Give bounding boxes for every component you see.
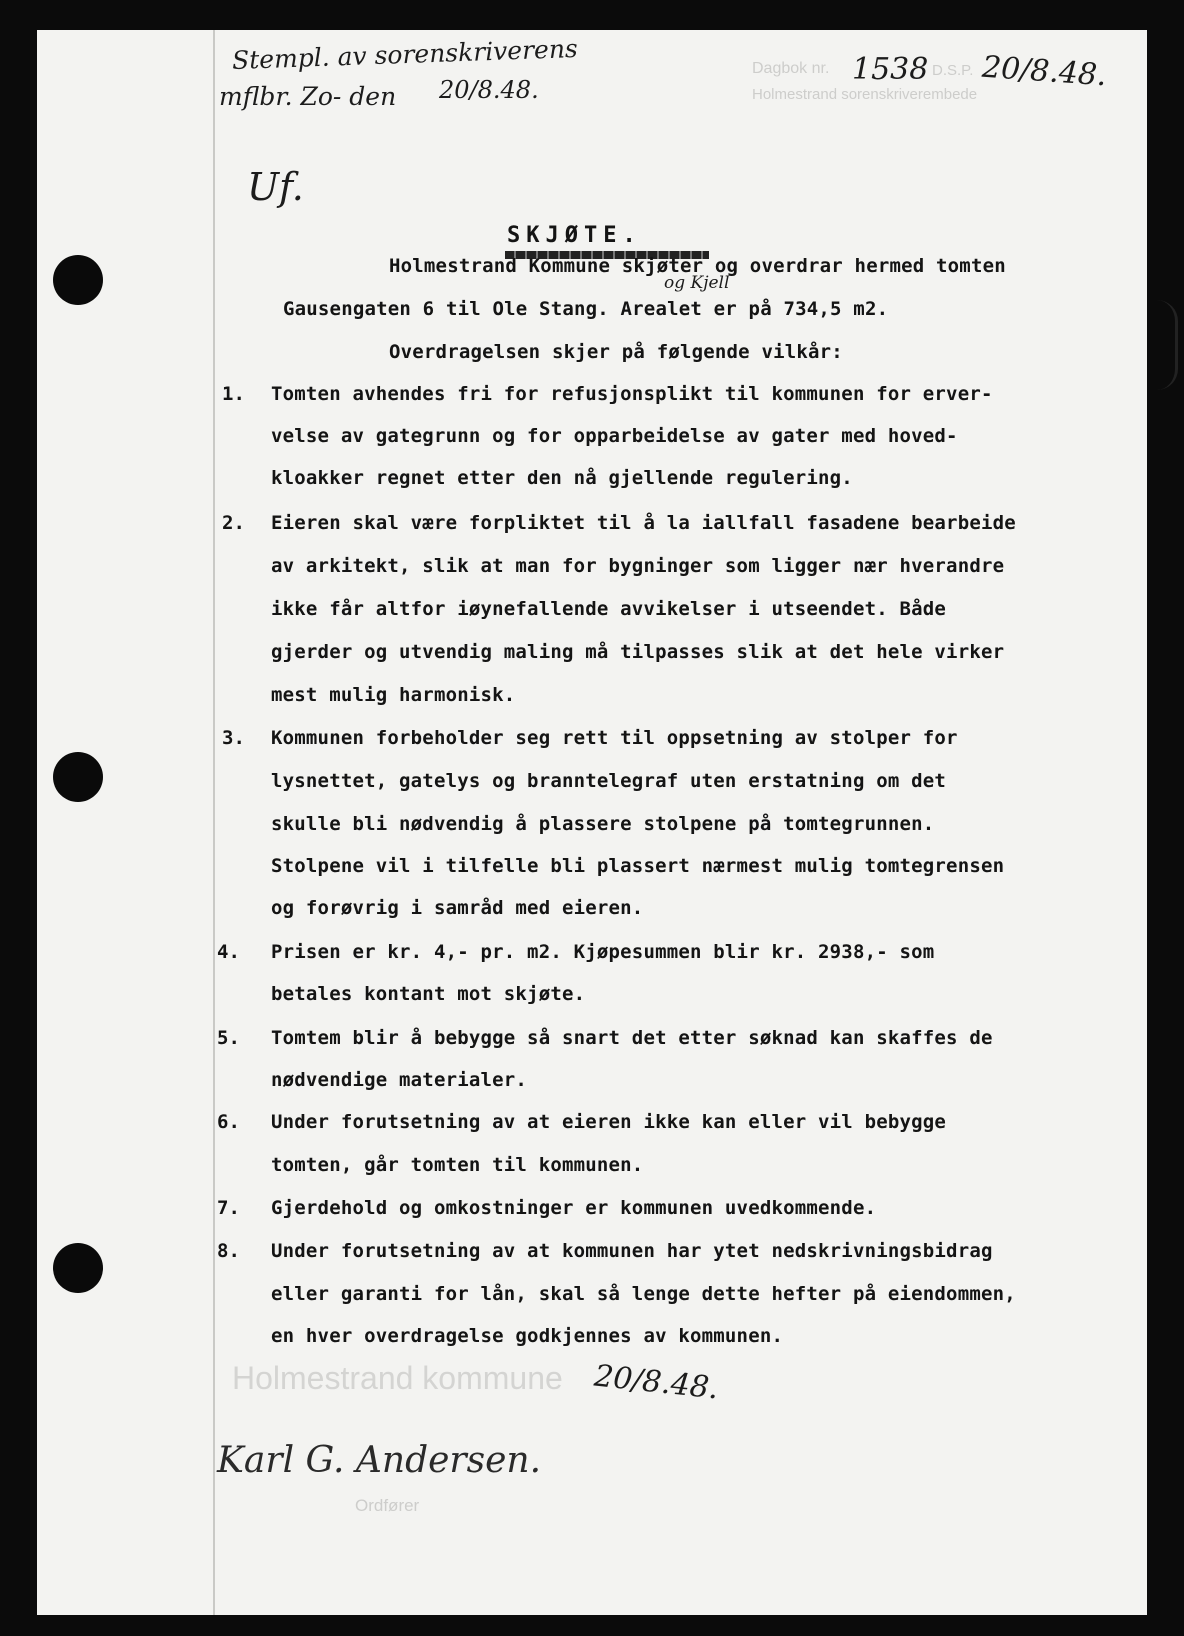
handwritten-stamp-note-line2: mflbr. Zo- den [219,82,397,111]
conditions-heading: Overdragelsen skjer på følgende vilkår: [389,341,843,363]
item-number: 1. [222,383,245,405]
punch-hole-top [53,255,103,305]
item-6-line-2: tomten, går tomten til kommunen. [271,1154,644,1176]
margin-line [213,30,215,1615]
dagbok-stamp-suffix: D.S.P. [932,62,974,79]
signature: Karl G. Andersen. [217,1440,542,1481]
item-8-line-2: eller garanti for lån, skal så lenge dette hefter på eiendommen, [271,1283,1016,1305]
item-3-line-2: lysnettet, gatelys og branntelegraf uten erstatning om det [271,770,947,792]
item-number: 6. [217,1111,240,1133]
handwritten-insertion: og Kjell [664,273,730,293]
item-5-line-1: Tomtem blir å bebygge så snart det etter søknad kan skaffes de [271,1027,993,1049]
punch-hole-middle [53,752,103,802]
item-3-line-4: Stolpene vil i tilfelle bli plassert nærmest mulig tomtegrensen [271,855,1005,877]
handwritten-note-date: 20/8.48. [439,76,539,104]
document-title: SKJØTE. [507,223,642,248]
item-number: 5. [217,1027,240,1049]
document-page [37,30,1147,1615]
item-number: 7. [217,1197,240,1219]
item-7-line-1: Gjerdehold og omkostninger er kommunen uvedkommende. [271,1197,877,1219]
item-3-line-5: og forøvrig i samråd med eieren. [271,897,644,919]
item-5-line-2: nødvendige materialer. [271,1069,528,1091]
item-3-line-1: Kommunen forbeholder seg rett til oppsetning av stolper for [271,727,958,749]
office-stamp: Holmestrand sorenskriverembede [752,86,978,103]
item-2-line-3: ikke får altfor iøynefallende avvikelser i utseendet. Både [271,598,947,620]
item-2-line-5: mest mulig harmonisk. [271,684,516,706]
municipality-stamp: Holmestrand kommune [232,1360,563,1396]
item-8-line-3: en hver overdragelse godkjennes av kommunen. [271,1325,784,1347]
item-6-line-1: Under forutsetning av at eieren ikke kan eller vil bebygge [271,1111,947,1133]
item-3-line-3: skulle bli nødvendig å plassere stolpene på tomtegrunnen. [271,813,935,835]
signature-date: 20/8.48. [592,1358,721,1407]
item-1-line-1: Tomten avhendes fri for refusjonsplikt til kommunen for erver- [271,383,993,405]
item-number: 2. [222,512,245,534]
item-2-line-4: gjerder og utvendig maling må tilpasses slik at det hele virker [271,641,1005,663]
item-2-line-2: av arkitekt, slik at man for bygninger som ligger nær hverandre [271,555,1005,577]
role-stamp: Ordfører [355,1496,420,1515]
item-number: 8. [217,1240,240,1262]
handwritten-stamp-note-line1: Stempl. av sorenskriverens [231,33,579,76]
item-4-line-2: betales kontant mot skjøte. [271,983,586,1005]
item-4-line-1: Prisen er kr. 4,- pr. m2. Kjøpesummen blir kr. 2938,- som [271,941,935,963]
item-8-line-1: Under forutsetning av at kommunen har ytet nedskrivningsbidrag [271,1240,993,1262]
item-number: 4. [217,941,240,963]
item-1-line-3: kloakker regnet etter den nå gjellende regulering. [271,467,853,489]
intro-line-1: Holmestrand Kommune skjøter og overdrar hermed tomten [389,255,1006,277]
intro-line-2: Gausengaten 6 til Ole Stang. Arealet er på 734,5 m2. [283,298,889,320]
dagbok-stamp-label: Dagbok nr. [752,60,830,77]
handwritten-initials: Uf. [247,165,304,209]
margin-bracket [1157,300,1178,390]
item-2-line-1: Eieren skal være forpliktet til å la iallfall fasadene bearbeide [271,512,1016,534]
dagbok-number: 1538 [852,52,929,87]
item-number: 3. [222,727,245,749]
dagbok-date: 20/8.48. [980,49,1108,94]
punch-hole-bottom [53,1243,103,1293]
item-1-line-2: velse av gategrunn og for opparbeidelse av gater med hoved- [271,425,958,447]
